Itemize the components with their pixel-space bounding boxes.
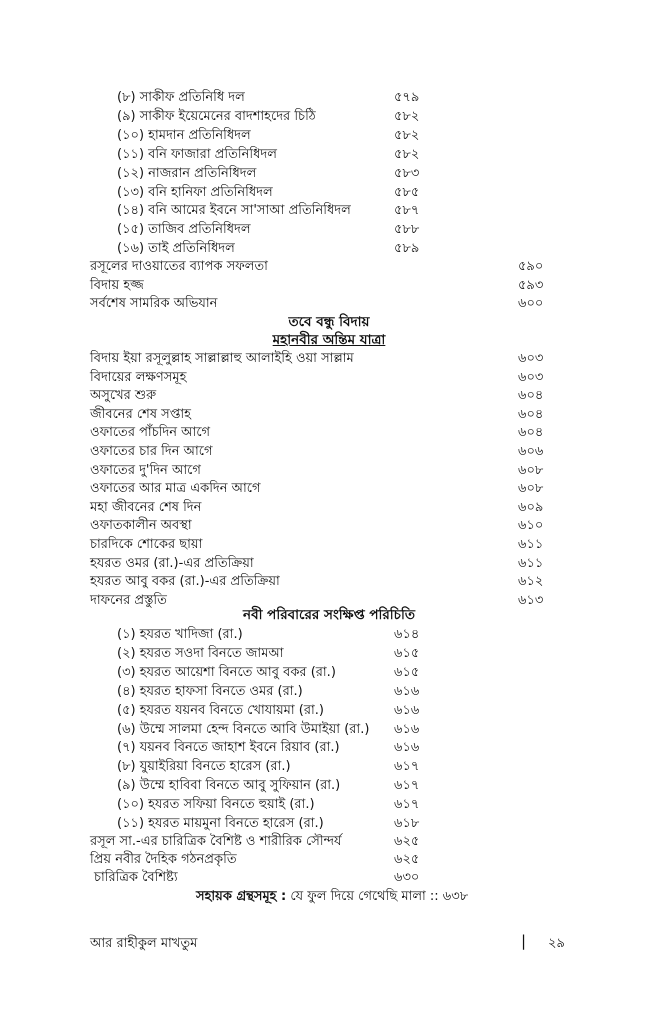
toc-entry-page: ৫৮৭ [394,203,420,219]
toc-entry-title: (১০) হযরত সফিয়া বিনতে হুয়াই (রা.) [117,797,315,813]
toc-entry-title: হযরত ওমর (রা.)-এর প্রতিক্রিয়া [90,555,254,571]
toc-entry-page: ৬০৯ [518,499,544,515]
toc-entry-page: ৬১১ [518,537,544,552]
supporting-books-line [196,889,468,905]
supporting-books-text: যে ফুল দিয়ে গেথেছি মালা :: ৬৩৮ [290,889,469,904]
toc-entry-page: ৬১০ [518,518,544,534]
toc-entry-title: চারিত্রিক বৈশিষ্ট্য [94,870,178,886]
toc-entry-page: ৬২৫ [394,852,420,868]
toc-entry-title: (১১) হযরত মায়মুনা বিনতে হারেস (রা.) [117,816,324,831]
toc-entry-page: ৬১৬ [394,721,420,737]
toc-entry-title: (৪) হযরত হাফসা বিনতে ওমর (রা.) [117,683,303,699]
footer-separator: | [521,932,527,950]
toc-entry-title: ওফাতের চার দিন আগে [90,444,213,459]
toc-entry-title: অসুখের শুরু [90,388,157,404]
toc-entry-page: ৬০৬ [518,444,544,459]
toc-entry-page: ৫৯৩ [518,277,544,293]
toc-entry-title: সর্বশেষ সামরিক অভিযান [90,296,218,311]
toc-entry-title: বিদায়ের লক্ষণসমূহ [90,369,187,385]
toc-entry-title: (১) হযরত খাদিজা (রা.) [117,627,243,642]
heading-last-journey [0,332,658,349]
toc-entry-title: ওফাতের পাঁচদিন আগে [90,425,211,441]
toc-entry-page: ৫৯০ [518,259,544,274]
footer-book-title: আর রাহীকুল মাখতুম [90,936,198,951]
toc-entry-page: ৫৮২ [394,146,420,162]
toc-entry-page: ৬০৪ [518,425,544,441]
toc-entry-title: (১৪) বনি আমের ইবনে সা'সাআ প্রতিনিধিদল [117,203,351,219]
toc-entry-page: ৬১৫ [394,645,420,661]
toc-entry-title: (৮) যুয়াইরিয়া বিনতে হারেস (রা.) [117,759,291,775]
toc-entry-title: (১২) নাজরান প্রতিনিধিদল [117,165,257,181]
toc-entry-title: (৮) সাকীফ প্রতিনিধি দল [117,90,245,105]
toc-entry-title: (৯) উম্মে হাবিবা বিনতে আবু সুফিয়ান (রা.) [117,778,341,794]
toc-entry-page: ৬১২ [518,574,544,590]
toc-entry-title: বিদায় হজ্জ [90,277,144,293]
toc-entry-title: (১৬) তাই প্রতিনিধিদল [117,241,235,257]
toc-entry-title: (৩) হযরত আয়েশা বিনতে আবু বকর (রা.) [117,664,336,680]
toc-entry-page: ৬০৮ [518,481,544,497]
toc-entry-page: ৬১৭ [394,778,420,794]
toc-entry-page: ৫৭৯ [394,90,420,105]
toc-entry-page: ৫৮২ [394,127,420,143]
toc-entry-title: রসূলের দাওয়াতের ব্যাপক সফলতা [90,259,268,274]
toc-entry-page: ৬১৪ [394,627,420,642]
toc-entry-title: (৯) সাকীফ ইয়েমেনের বাদশাহদের চিঠি [117,108,316,124]
toc-entry-title: ওফাতের দু'দিন আগে [90,462,201,478]
toc-entry-page: ৬১৭ [394,759,420,775]
toc-entry-title: (১৫) তাজিব প্রতিনিধিদল [117,222,251,238]
toc-entry-page: ৬১৩ [518,592,544,608]
toc-entry-title: (৫) হযরত যয়নব বিনতে খোযায়মা (রা.) [117,702,324,718]
toc-entry-page: ৬১৭ [394,797,420,813]
heading-farewell: তবে বন্ধু বিদায় [288,314,370,330]
toc-entry-title: (২) হযরত সওদা বিনতে জামআ [117,645,284,661]
toc-entry-title: (৬) উম্মে সালমা হেন্দ বিনতে আবি উমাইয়া (রা.) [117,721,370,737]
footer-page-number: ২৯ [548,936,565,951]
toc-entry-title: দাফনের প্রস্তুতি [90,592,167,608]
toc-entry-page: ৬০৪ [518,406,544,422]
toc-entry-page: ৫৮৩ [394,165,420,181]
toc-entry-page: ৬১৮ [394,816,420,831]
toc-entry-page: ৬২৫ [394,834,420,849]
toc-entry-page: ৬০৩ [518,369,544,385]
toc-entry-page: ৬১৫ [394,664,420,680]
toc-entry-title: (৭) যয়নব বিনতে জাহাশ ইবনে রিয়াব (রা.) [117,740,340,756]
toc-entry-title: রসূল সা.-এর চারিত্রিক বৈশিষ্ট ও শারীরিক সৌন্দর্য [90,834,342,849]
supporting-books-label: সহায়ক গ্রন্থসমূহ : [196,889,287,904]
toc-entry-title: চারদিকে শোকের ছায়া [90,537,203,552]
toc-entry-page: ৫৮২ [394,108,420,124]
toc-entry-page: ৬১৬ [394,683,420,699]
toc-entry-title: ওফাতের আর মাত্র একদিন আগে [90,481,261,497]
toc-entry-page: ৬১৬ [394,740,420,756]
heading-last-journey-text: মহানবীর অন্তিম যাত্রা [272,332,386,348]
toc-entry-title: প্রিয় নবীর দৈহিক গঠনপ্রকৃতি [90,852,237,868]
toc-entry-page: ৬০৪ [518,388,544,404]
toc-entry-title: মহা জীবনের শেষ দিন [90,499,202,515]
toc-entry-page: ৬১১ [518,555,544,571]
toc-entry-title: হযরত আবু বকর (রা.)-এর প্রতিক্রিয়া [90,574,280,590]
toc-entry-page: ৬১৬ [394,702,420,718]
toc-entry-title: (১৩) বনি হানিফা প্রতিনিধিদল [117,184,273,200]
toc-entry-title: (১০) হামদান প্রতিনিধিদল [117,127,251,143]
toc-entry-page: ৫৮৯ [394,241,420,257]
toc-entry-page: ৬০৩ [518,351,544,366]
toc-entry-title: ওফাতকালীন অবস্থা [90,518,192,534]
toc-entry-page: ৬৩০ [394,870,420,886]
toc-entry-page: ৫৮৮ [394,222,420,238]
toc-entry-title: জীবনের শেষ সপ্তাহ [90,406,191,422]
heading-prophet-family: নবী পরিবারের সংক্ষিপ্ত পরিচিতি [243,607,415,623]
toc-entry-page: ৫৮৫ [394,184,420,200]
toc-entry-page: ৬০০ [518,296,544,311]
toc-entry-title: বিদায় ইয়া রসূলুল্লাহ সাল্লাল্লাহু আলাইহি ওয়া সাল্লাম [90,351,354,366]
toc-entry-page: ৬০৮ [518,462,544,478]
toc-entry-title: (১১) বনি ফাজারা প্রতিনিধিদল [117,146,277,162]
